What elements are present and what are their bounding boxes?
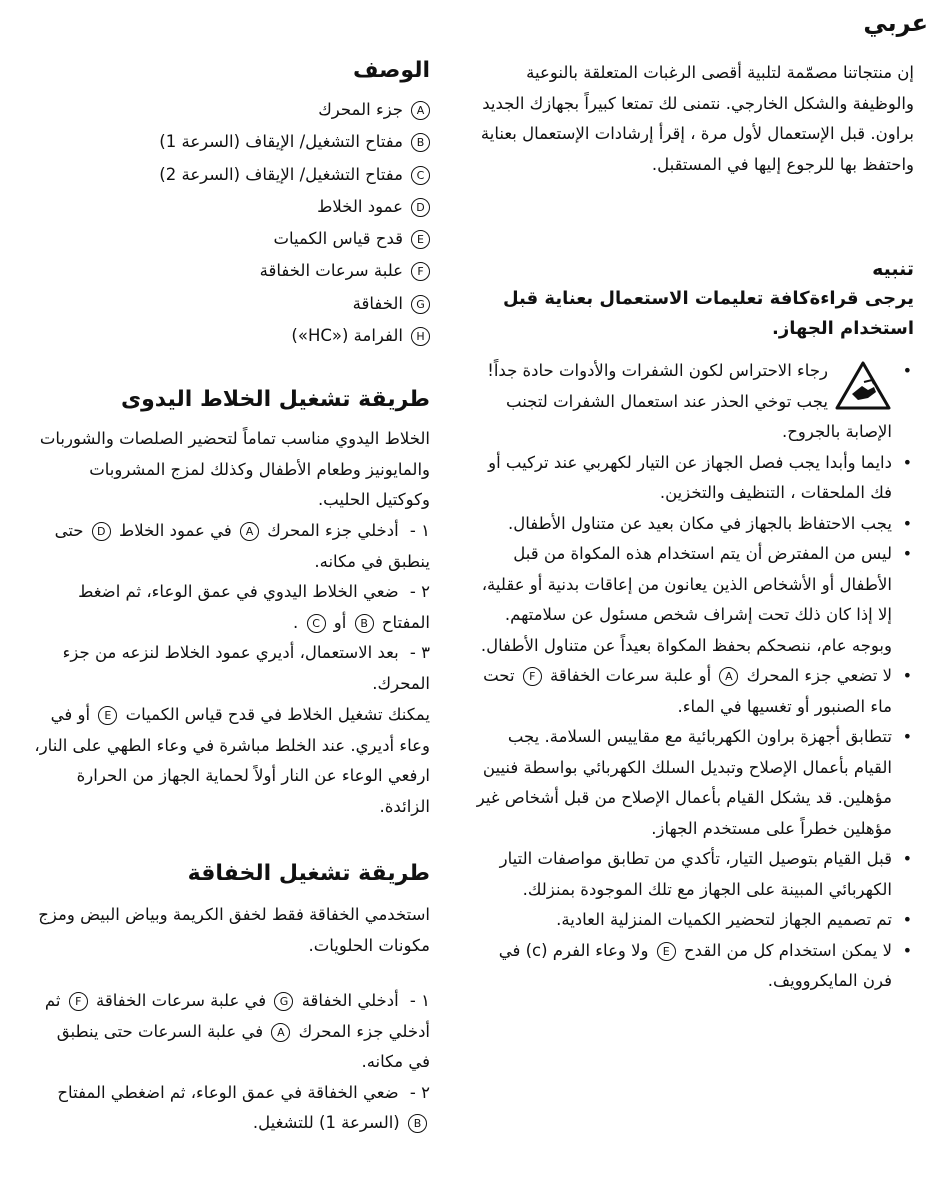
step-text: في علبة السرعات حتى ينطبق في مكانه. [56, 1021, 430, 1071]
step-item [32, 516, 430, 577]
parts-list [32, 94, 430, 352]
note-text: يمكنك تشغيل الخلاط في قدح قياس الكميات [125, 705, 430, 724]
warning-text: تحت ماء الصنبور أو تغسيها في الماء. [483, 666, 892, 716]
whisk-heading: طريقة تشغيل الخفاقة [187, 861, 430, 886]
part-letter-marker: A [411, 101, 430, 120]
warning-text: يجب الاحتفاظ بالجهاز في مكان بعيد عن متناول الأطفال. [508, 513, 892, 533]
warning-text: قبل القيام بتوصيل التيار، تأكدي من تطابق مواصفات التيار الكهربائي المبينة على الجهاز مع تلك الموجودة بمنزلك. [499, 849, 892, 899]
step-item [32, 638, 430, 699]
hand-cut-warning-icon [834, 360, 892, 412]
warning-text: تتطابق أجهزة براون الكهربائية مع مقاييس السلامة. يجب القيام بأعمال الإصلاح وتبديل السلك الكهربائي بواسطة فنيين مؤهلين. قد يشكل القيام بأعمال الإصلاح من قبل أشخاص غير مؤهلين خطراً على مستخدم الجهاز. [476, 727, 892, 838]
part-letter-marker: G [411, 295, 430, 314]
part-item [32, 94, 430, 126]
part-item [32, 191, 430, 223]
part-item [32, 255, 430, 287]
description-heading: الوصف [352, 58, 430, 83]
part-label: مفتاح التشغيل/ الإيقاف (السرعة 1) [159, 132, 403, 152]
step-text: (السرعة 1) للتشغيل. [252, 1113, 400, 1132]
warning-item [474, 539, 914, 661]
part-letter-marker: H [411, 327, 430, 346]
part-letter-marker: F [411, 262, 430, 281]
hand-blender-steps [32, 516, 430, 699]
part-item [32, 159, 430, 191]
whisk-intro: استخدمي الخفاقة فقط لخفق الكريمة وبياض البيض ومزج مكونات الحلويات. [38, 905, 430, 955]
part-e-marker: E [98, 706, 117, 725]
intro-paragraph: إن منتجاتنا مصمّمة لتلبية أقصى الرغبات المتعلقة بالنوعية والوظيفة والشكل الخارجي. نتمنى لك تمتعا كبيراً بجهازك الجديد براون. قبل الإستعمال لأول مرة ، إقرأ إرشادات الإستعمال بعناية واحتفظ بها للرجوع إليها في المستقبل. [480, 63, 914, 174]
caution-heading: تنبيه [872, 258, 914, 280]
step-number: ٢ - [409, 582, 430, 601]
warning-item [474, 844, 914, 905]
warnings-list [474, 356, 914, 997]
part-label: الفرامة («HC») [291, 326, 403, 346]
warning-item [474, 661, 914, 722]
warning-text: تم تصميم الجهاز لتحضير الكميات المنزلية العادية. [556, 910, 892, 929]
warning-text: ليس من المفترض أن يتم استخدام هذه المكواة من قبل الأطفال أو الأشخاص الذين يعانون من إعاقات بدنية أو عقلية، إلا إذا كان ذلك تحت إشراف شخص مسئول عن سلامتهم. وبوجه عام، ننصحكم بحفظ المكواة بعيداً عن متناول الأطفال. [480, 544, 892, 655]
part-letter-marker: C [411, 166, 430, 185]
warning-text: رجاء الاحتراس لكون الشفرات والأدوات حادة جداً! يجب توخي الحذر عند استعمال الشفرات لتجنب الإصابة بالجروح. [487, 361, 892, 441]
step-item [32, 1078, 430, 1139]
warning-text: لا تضعي جزء المحرك [746, 666, 892, 685]
part-item [32, 288, 430, 320]
part-c-marker: C [307, 614, 326, 633]
part-label: مفتاح التشغيل/ الإيقاف (السرعة 2) [159, 164, 403, 184]
step-text: ثم أدخلي جزء المحرك [44, 991, 430, 1041]
warning-item [474, 905, 914, 936]
part-g-marker: G [274, 992, 293, 1011]
note-text: أو في وعاء أديري. عند الخلط مباشرة في وعاء الطهي على النار، ارفعي الوعاء عن النار أولاً لحماية الجهاز من الحرارة الزائدة. [34, 705, 430, 816]
hand-blender-heading: طريقة تشغيل الخلاط اليدوى [120, 387, 430, 412]
step-text: أو [333, 612, 347, 632]
part-b-marker: B [355, 614, 374, 633]
part-a-marker: A [240, 522, 259, 541]
part-a-marker: A [271, 1023, 290, 1042]
step-text: في علبة سرعات الخفاقة [95, 991, 267, 1010]
warning-text: ولا وعاء الفرم (c) في فرن المايكروويف. [498, 940, 892, 990]
step-number: ١ - [409, 991, 430, 1010]
warning-item [474, 509, 914, 540]
part-label: علبة سرعات الخفاقة [259, 261, 403, 281]
part-label: عمود الخلاط [317, 196, 403, 216]
part-b-marker: B [408, 1114, 427, 1133]
step-text: . [293, 612, 299, 632]
warning-text: لا يمكن استخدام كل من القدح [684, 940, 892, 960]
step-text: بعد الاستعمال، أديري عمود الخلاط لنزعه من جزء المحرك. [62, 643, 430, 693]
part-item [32, 126, 430, 158]
step-text: ضعي الخلاط اليدوي في عمق الوعاء، ثم اضغط المفتاح [78, 582, 430, 632]
step-number: ٢ - [409, 1082, 430, 1102]
part-label: قدح قياس الكميات [273, 229, 403, 249]
step-text: في عمود الخلاط [119, 521, 232, 540]
step-item [32, 986, 430, 1078]
warning-item [474, 448, 914, 509]
part-f-marker: F [69, 992, 88, 1011]
step-text: ضعي الخفاقة في عمق الوعاء، ثم اضغطي المفتاح [57, 1082, 399, 1102]
part-d-marker: D [92, 522, 111, 541]
warning-item [474, 936, 914, 997]
hand-blender-note [32, 700, 430, 822]
step-text: حتى ينطبق في مكانه. [54, 521, 430, 571]
warning-item [474, 722, 914, 844]
part-letter-marker: B [411, 133, 430, 152]
step-text: أدخلي جزء المحرك [267, 521, 399, 540]
step-text: أدخلي الخفاقة [301, 991, 399, 1010]
part-label: الخفاقة [352, 293, 403, 313]
page-language-heading: عربي [863, 9, 928, 37]
hand-blender-intro: الخلاط اليدوي مناسب تماماً لتحضير الصلصات والشوربات والمايونيز وطعام الأطفال وكذلك لمزج المشروبات وكوكتيل الحليب. [39, 429, 430, 509]
whisk-steps [32, 986, 430, 1139]
step-item [32, 577, 430, 638]
caution-lead: يرجى قراءةكافة تعليمات الاستعمال بعناية قبل استخدام الجهاز. [502, 288, 914, 339]
step-number: ١ - [409, 521, 430, 540]
warning-text: أو علبة سرعات الخفاقة [550, 666, 712, 685]
part-label: جزء المحرك [318, 100, 403, 119]
warning-text: دايما وأبدا يجب فصل الجهاز عن التيار لكهربي عند تركيب أو فك الملحقات ، التنظيف والتخزين. [488, 452, 892, 502]
part-e-marker: E [657, 942, 676, 961]
part-a-marker: A [719, 667, 738, 686]
warning-item [474, 356, 914, 448]
step-number: ٣ - [409, 643, 430, 662]
part-item [32, 223, 430, 255]
part-item [32, 320, 430, 352]
part-f-marker: F [523, 667, 542, 686]
part-letter-marker: E [411, 230, 430, 249]
part-letter-marker: D [411, 198, 430, 217]
